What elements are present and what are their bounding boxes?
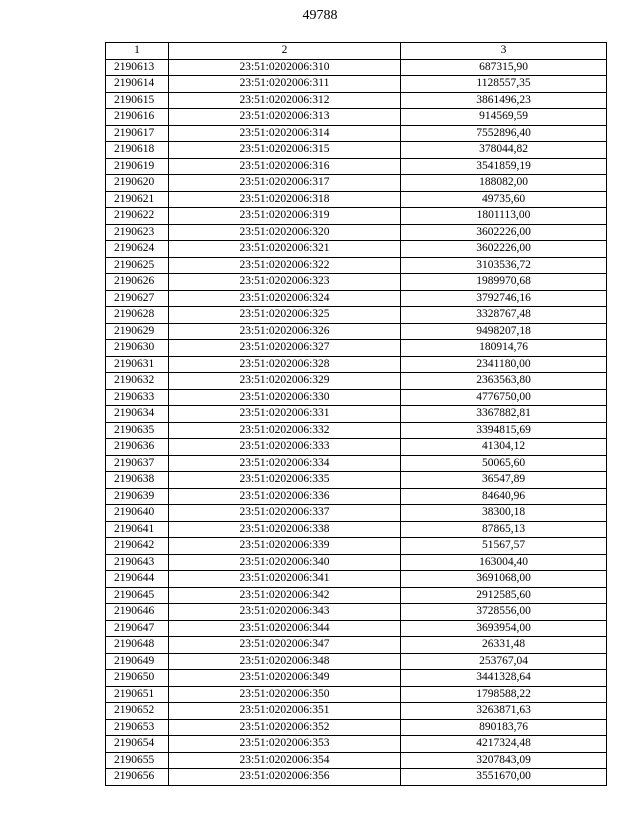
cadastral-number-cell: 23:51:0202006:329 bbox=[169, 373, 401, 390]
table-row bbox=[106, 637, 607, 654]
table-row bbox=[106, 422, 607, 439]
table-row bbox=[106, 719, 607, 736]
row-number-cell: 2190630 bbox=[106, 340, 169, 357]
cadastral-number-cell: 23:51:0202006:315 bbox=[169, 142, 401, 159]
header-row bbox=[106, 43, 607, 60]
value-cell: 253767,04 bbox=[401, 653, 607, 670]
table-row bbox=[106, 736, 607, 753]
value-cell: 3263871,63 bbox=[401, 703, 607, 720]
row-number-cell: 2190629 bbox=[106, 323, 169, 340]
cadastral-number-cell: 23:51:0202006:314 bbox=[169, 125, 401, 142]
cadastral-number-cell: 23:51:0202006:324 bbox=[169, 290, 401, 307]
table-row bbox=[106, 488, 607, 505]
value-cell: 3328767,48 bbox=[401, 307, 607, 324]
row-number-cell: 2190642 bbox=[106, 538, 169, 555]
table-row bbox=[106, 191, 607, 208]
cadastral-number-cell: 23:51:0202006:348 bbox=[169, 653, 401, 670]
cadastral-number-cell: 23:51:0202006:354 bbox=[169, 752, 401, 769]
cadastral-number-cell: 23:51:0202006:331 bbox=[169, 406, 401, 423]
row-number-cell: 2190617 bbox=[106, 125, 169, 142]
data-table bbox=[105, 42, 607, 786]
table-row bbox=[106, 439, 607, 456]
value-cell: 188082,00 bbox=[401, 175, 607, 192]
table-row bbox=[106, 323, 607, 340]
table-row bbox=[106, 241, 607, 258]
table-row bbox=[106, 554, 607, 571]
value-cell: 1989970,68 bbox=[401, 274, 607, 291]
row-number-cell: 2190616 bbox=[106, 109, 169, 126]
row-number-cell: 2190656 bbox=[106, 769, 169, 786]
table-row bbox=[106, 538, 607, 555]
row-number-cell: 2190648 bbox=[106, 637, 169, 654]
cadastral-number-cell: 23:51:0202006:353 bbox=[169, 736, 401, 753]
value-cell: 3691068,00 bbox=[401, 571, 607, 588]
value-cell: 3728556,00 bbox=[401, 604, 607, 621]
value-cell: 3541859,19 bbox=[401, 158, 607, 175]
value-cell: 50065,60 bbox=[401, 455, 607, 472]
cadastral-number-cell: 23:51:0202006:319 bbox=[169, 208, 401, 225]
table-row bbox=[106, 109, 607, 126]
cadastral-number-cell: 23:51:0202006:338 bbox=[169, 521, 401, 538]
table-row bbox=[106, 620, 607, 637]
table-row bbox=[106, 158, 607, 175]
cadastral-number-cell: 23:51:0202006:342 bbox=[169, 587, 401, 604]
value-cell: 4217324,48 bbox=[401, 736, 607, 753]
cadastral-number-cell: 23:51:0202006:337 bbox=[169, 505, 401, 522]
value-cell: 3792746,16 bbox=[401, 290, 607, 307]
value-cell: 3861496,23 bbox=[401, 92, 607, 109]
table-row bbox=[106, 769, 607, 786]
row-number-cell: 2190624 bbox=[106, 241, 169, 258]
table-row bbox=[106, 571, 607, 588]
row-number-cell: 2190647 bbox=[106, 620, 169, 637]
value-cell: 26331,48 bbox=[401, 637, 607, 654]
cadastral-number-cell: 23:51:0202006:349 bbox=[169, 670, 401, 687]
column-header-3: 3 bbox=[401, 43, 607, 60]
row-number-cell: 2190622 bbox=[106, 208, 169, 225]
cadastral-number-cell: 23:51:0202006:350 bbox=[169, 686, 401, 703]
cadastral-number-cell: 23:51:0202006:321 bbox=[169, 241, 401, 258]
row-number-cell: 2190654 bbox=[106, 736, 169, 753]
cadastral-number-cell: 23:51:0202006:332 bbox=[169, 422, 401, 439]
row-number-cell: 2190643 bbox=[106, 554, 169, 571]
cadastral-number-cell: 23:51:0202006:311 bbox=[169, 76, 401, 93]
cadastral-number-cell: 23:51:0202006:356 bbox=[169, 769, 401, 786]
value-cell: 3551670,00 bbox=[401, 769, 607, 786]
value-cell: 87865,13 bbox=[401, 521, 607, 538]
value-cell: 3693954,00 bbox=[401, 620, 607, 637]
row-number-cell: 2190644 bbox=[106, 571, 169, 588]
row-number-cell: 2190652 bbox=[106, 703, 169, 720]
row-number-cell: 2190619 bbox=[106, 158, 169, 175]
table-row bbox=[106, 175, 607, 192]
cadastral-number-cell: 23:51:0202006:343 bbox=[169, 604, 401, 621]
cadastral-number-cell: 23:51:0202006:323 bbox=[169, 274, 401, 291]
value-cell: 914569,59 bbox=[401, 109, 607, 126]
table-row bbox=[106, 472, 607, 489]
value-cell: 84640,96 bbox=[401, 488, 607, 505]
row-number-cell: 2190625 bbox=[106, 257, 169, 274]
value-cell: 3394815,69 bbox=[401, 422, 607, 439]
cadastral-number-cell: 23:51:0202006:333 bbox=[169, 439, 401, 456]
row-number-cell: 2190621 bbox=[106, 191, 169, 208]
row-number-cell: 2190615 bbox=[106, 92, 169, 109]
table-row bbox=[106, 373, 607, 390]
cadastral-number-cell: 23:51:0202006:328 bbox=[169, 356, 401, 373]
row-number-cell: 2190651 bbox=[106, 686, 169, 703]
row-number-cell: 2190634 bbox=[106, 406, 169, 423]
table-row bbox=[106, 455, 607, 472]
value-cell: 2341180,00 bbox=[401, 356, 607, 373]
row-number-cell: 2190627 bbox=[106, 290, 169, 307]
value-cell: 4776750,00 bbox=[401, 389, 607, 406]
column-header-1: 1 bbox=[106, 43, 169, 60]
value-cell: 51567,57 bbox=[401, 538, 607, 555]
table-body bbox=[106, 59, 607, 785]
table-row bbox=[106, 389, 607, 406]
table-row bbox=[106, 76, 607, 93]
cadastral-number-cell: 23:51:0202006:347 bbox=[169, 637, 401, 654]
row-number-cell: 2190650 bbox=[106, 670, 169, 687]
value-cell: 2363563,80 bbox=[401, 373, 607, 390]
row-number-cell: 2190613 bbox=[106, 59, 169, 76]
cadastral-number-cell: 23:51:0202006:316 bbox=[169, 158, 401, 175]
row-number-cell: 2190638 bbox=[106, 472, 169, 489]
cadastral-number-cell: 23:51:0202006:325 bbox=[169, 307, 401, 324]
value-cell: 1128557,35 bbox=[401, 76, 607, 93]
table-row bbox=[106, 224, 607, 241]
value-cell: 3602226,00 bbox=[401, 224, 607, 241]
row-number-cell: 2190636 bbox=[106, 439, 169, 456]
table-row bbox=[106, 290, 607, 307]
value-cell: 163004,40 bbox=[401, 554, 607, 571]
row-number-cell: 2190635 bbox=[106, 422, 169, 439]
row-number-cell: 2190646 bbox=[106, 604, 169, 621]
table-row bbox=[106, 307, 607, 324]
value-cell: 9498207,18 bbox=[401, 323, 607, 340]
value-cell: 3103536,72 bbox=[401, 257, 607, 274]
cadastral-number-cell: 23:51:0202006:320 bbox=[169, 224, 401, 241]
value-cell: 49735,60 bbox=[401, 191, 607, 208]
row-number-cell: 2190618 bbox=[106, 142, 169, 159]
table-row bbox=[106, 670, 607, 687]
value-cell: 3207843,09 bbox=[401, 752, 607, 769]
cadastral-number-cell: 23:51:0202006:312 bbox=[169, 92, 401, 109]
table-row bbox=[106, 587, 607, 604]
value-cell: 3602226,00 bbox=[401, 241, 607, 258]
value-cell: 7552896,40 bbox=[401, 125, 607, 142]
cadastral-number-cell: 23:51:0202006:317 bbox=[169, 175, 401, 192]
table-row bbox=[106, 703, 607, 720]
value-cell: 36547,89 bbox=[401, 472, 607, 489]
table-row bbox=[106, 59, 607, 76]
cadastral-number-cell: 23:51:0202006:340 bbox=[169, 554, 401, 571]
cadastral-number-cell: 23:51:0202006:344 bbox=[169, 620, 401, 637]
value-cell: 1801113,00 bbox=[401, 208, 607, 225]
row-number-cell: 2190628 bbox=[106, 307, 169, 324]
row-number-cell: 2190632 bbox=[106, 373, 169, 390]
row-number-cell: 2190639 bbox=[106, 488, 169, 505]
row-number-cell: 2190626 bbox=[106, 274, 169, 291]
value-cell: 1798588,22 bbox=[401, 686, 607, 703]
row-number-cell: 2190633 bbox=[106, 389, 169, 406]
cadastral-number-cell: 23:51:0202006:327 bbox=[169, 340, 401, 357]
value-cell: 3441328,64 bbox=[401, 670, 607, 687]
table-row bbox=[106, 125, 607, 142]
value-cell: 2912585,60 bbox=[401, 587, 607, 604]
row-number-cell: 2190649 bbox=[106, 653, 169, 670]
cadastral-number-cell: 23:51:0202006:330 bbox=[169, 389, 401, 406]
row-number-cell: 2190614 bbox=[106, 76, 169, 93]
table-row bbox=[106, 686, 607, 703]
table-row bbox=[106, 257, 607, 274]
cadastral-number-cell: 23:51:0202006:351 bbox=[169, 703, 401, 720]
row-number-cell: 2190653 bbox=[106, 719, 169, 736]
cadastral-number-cell: 23:51:0202006:322 bbox=[169, 257, 401, 274]
table-row bbox=[106, 208, 607, 225]
cadastral-number-cell: 23:51:0202006:310 bbox=[169, 59, 401, 76]
cadastral-number-cell: 23:51:0202006:341 bbox=[169, 571, 401, 588]
row-number-cell: 2190631 bbox=[106, 356, 169, 373]
cadastral-number-cell: 23:51:0202006:334 bbox=[169, 455, 401, 472]
cadastral-number-cell: 23:51:0202006:326 bbox=[169, 323, 401, 340]
value-cell: 687315,90 bbox=[401, 59, 607, 76]
table-row bbox=[106, 142, 607, 159]
table-row bbox=[106, 92, 607, 109]
table-row bbox=[106, 406, 607, 423]
table-row bbox=[106, 653, 607, 670]
cadastral-number-cell: 23:51:0202006:313 bbox=[169, 109, 401, 126]
row-number-cell: 2190637 bbox=[106, 455, 169, 472]
cadastral-number-cell: 23:51:0202006:318 bbox=[169, 191, 401, 208]
table-row bbox=[106, 340, 607, 357]
value-cell: 890183,76 bbox=[401, 719, 607, 736]
table-row bbox=[106, 274, 607, 291]
table-row bbox=[106, 604, 607, 621]
column-header-2: 2 bbox=[169, 43, 401, 60]
value-cell: 41304,12 bbox=[401, 439, 607, 456]
table-row bbox=[106, 752, 607, 769]
row-number-cell: 2190620 bbox=[106, 175, 169, 192]
cadastral-number-cell: 23:51:0202006:335 bbox=[169, 472, 401, 489]
table-header bbox=[106, 43, 607, 60]
page-number: 49788 bbox=[302, 8, 338, 23]
row-number-cell: 2190655 bbox=[106, 752, 169, 769]
table-row bbox=[106, 521, 607, 538]
row-number-cell: 2190645 bbox=[106, 587, 169, 604]
cadastral-number-cell: 23:51:0202006:336 bbox=[169, 488, 401, 505]
value-cell: 378044,82 bbox=[401, 142, 607, 159]
cadastral-number-cell: 23:51:0202006:352 bbox=[169, 719, 401, 736]
row-number-cell: 2190640 bbox=[106, 505, 169, 522]
value-cell: 180914,76 bbox=[401, 340, 607, 357]
table-row bbox=[106, 356, 607, 373]
cadastral-number-cell: 23:51:0202006:339 bbox=[169, 538, 401, 555]
row-number-cell: 2190641 bbox=[106, 521, 169, 538]
table-row bbox=[106, 505, 607, 522]
row-number-cell: 2190623 bbox=[106, 224, 169, 241]
value-cell: 3367882,81 bbox=[401, 406, 607, 423]
value-cell: 38300,18 bbox=[401, 505, 607, 522]
